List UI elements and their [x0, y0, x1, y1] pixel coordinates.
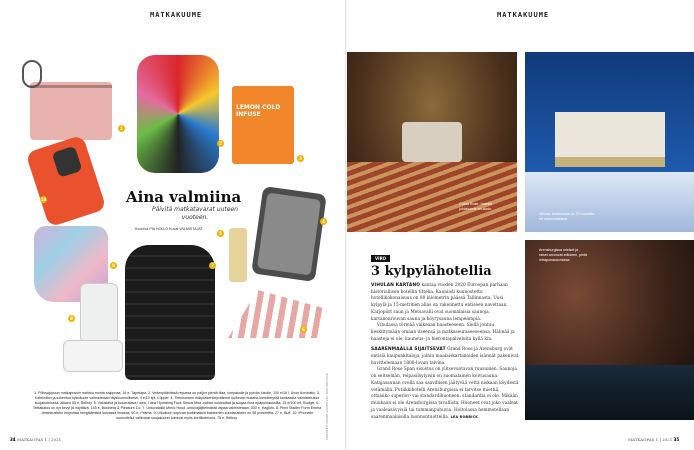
product-serum-bottle [229, 228, 247, 282]
caption-room: Grand Rose -hotellin juhlahuone on avoin. [459, 202, 493, 211]
product-number-6: 6 [300, 326, 307, 333]
product-number-1: 1 [118, 125, 125, 132]
product-pouch-strap [22, 60, 42, 88]
article-body [371, 283, 519, 422]
product-number-4: 4 [320, 218, 327, 225]
product-humidifier [80, 283, 118, 343]
paragraph-vihula-2: Vihulassa törmää vaikeaan haasteeseen. Siellä joutuu keskittymään omaan itseensä ja matkaseuraseeseensa. Hälinää ja haasteja ei ole, kauneus- ja hierontapalveluita kyllä kin. [371, 323, 515, 342]
headline-left: Aina valmiina [126, 188, 242, 206]
caption-manor: Vihulan kartanossa on 75 huonetta eri rakennuksissa. [539, 212, 595, 221]
section-label-right: MATKAKUUME [497, 11, 550, 19]
photo-manor-winter [525, 52, 694, 232]
photo-spa-pool [525, 240, 694, 420]
product-tea-box: LEMON COLD INFUSE [232, 86, 294, 164]
section-label-left: MATKAKUUME [150, 11, 203, 19]
product-backpack [137, 55, 219, 173]
product-phone-case [25, 135, 106, 228]
product-pouch [30, 82, 112, 140]
product-number-7: 7 [209, 262, 216, 269]
product-number-2: 2 [217, 140, 224, 147]
credits: Koonnut PIA HOLLO Kuvat VALMISTAJAT [135, 227, 203, 231]
author: LEA ROBBICK [450, 415, 479, 420]
headline-right: 3 kylpylähotellia [371, 264, 492, 279]
folio-left: 34 MATKAOPAS 1 | 2021 [10, 437, 62, 442]
paragraph-vihula: VIHULAN KARTANO kantaa vuoden 2020 Euroopan parhaan historiallisen hotellin tittelia. Kauniisti kunnostettu hotellikokonaisuus on 80 kilometrin päässä Tallinnasta. Uusi kylpylä ja 15-metrinen allas on rakennettu entiseen navettaan. Karjopiirt saun ja Metsavahi ovat suomalaisia saunoja, kartanonrouvan sauna ja höyrysauna lempeämpiä. [371, 283, 508, 322]
side-credit: TARKISTETTU KUVAT: VALMISTAJAT, SHUTTERSTOCK [326, 373, 329, 440]
folio-right: MATKAOPAS 1 | 2021 35 [628, 437, 680, 442]
product-down-jacket [125, 245, 215, 380]
product-number-3: 3 [297, 155, 304, 162]
product-tech-case [251, 186, 327, 282]
product-number-9: 9 [110, 262, 117, 269]
product-number-10: 10 [40, 197, 47, 202]
photo-hotel-room [347, 52, 517, 232]
product-number-5: 5 [217, 230, 224, 237]
tag-viro: VIRO [371, 255, 390, 262]
paragraph-grand-rose: Grand Rose Span sisustus on ylitsevuotavan ruusuinen. Saunoja on seitsemän, reipasilöylyisin on suomalainen koivusauna. Katajasaunan ovella saa saavillisen jäätyvää vettä niskaan köydestä vetämällä. Putiikkihotelli Arensburgissa ei tarvitse miettiä, ottaisiko superior- vai standardihuoneen: standardia ei ole. Mikään muukaan ei ole Arensburgissa tavallista. Huoneet ovat joko vaaleat ja vaaleasävyisiä tai tummanpuhuvia. Hoitolassa hemmotellaan saarenmaalaisilla luonnontuotteilla. LEA ROBBICK [371, 367, 519, 421]
product-canopy [228, 290, 328, 338]
product-caption: 1. Pölssajopuun matkapussin mahtuu monta saippuaa, 16 e, Tapetapa. 2. Vedenpitävässä repussa on paljon pientä tilaa, lompakolle ja pytvän lukolle, 100 e/16 l, Ucon Acrobatic. 3. Kofeiiniton ja sokeriton kylmäuute valmistetaan täysluonnollisesti, 4 e/10 kpl, Clipper. 4. Tietokoneen etätyöskentelyvälineet kulkevat mukana kierrätetystä kankaasta valmistetussa suojakotelossa, alkaen 55 e, Bellroy. 5. Virkistävä ja kosteuttava I dew, I dew Hydrating Face Serum Mist -suihke kosteuttaa ja suojaa ihoa epäpuhtauksilta, 15 e/100 ml, Budgie. 6. Telttakatos on nyt kevyt ja näyttävä, 145 e, Business & Pleasure Co. 7. Untuvatakki Mimic Hood -untuvajäljitelmästä vapaa valmistetaan, 300 e, Haglöfs. 8. Pieni Stadler Form Emma -ilmankostutin helpottaa hengittämistä kuivassa ilmassa, 60 e, Prisma. 9. Ulkoiluun sopivan tuubimaskin bakteerien suodatusteho on 98 prosenttia, 27 e, Buff. 10. iPhonelle suunnitellut valikoivat suojakuoret toimivat myös korttikotelona, 75 e, Bellroy. [32, 391, 322, 420]
caption-spa: Arensburgissa mielset ja raiset arvonvat erikseen, pintä infrapunasaunassa. [539, 248, 587, 262]
subheadline: Päivitä matkatavarat uuteen vuoteen. [152, 206, 238, 221]
product-number-8: 8 [68, 315, 75, 322]
product-humidifier-base [63, 340, 123, 372]
paragraph-saarenmaa: SAARENMAALLA SIJAITSEVAT Grand Rose ja Arensburg ovat entisiä kaupunkitaloja, joihin maalaiskartanoiden isännät pakenivat huvittelemaan 1800-luvun talvina. [371, 347, 519, 366]
